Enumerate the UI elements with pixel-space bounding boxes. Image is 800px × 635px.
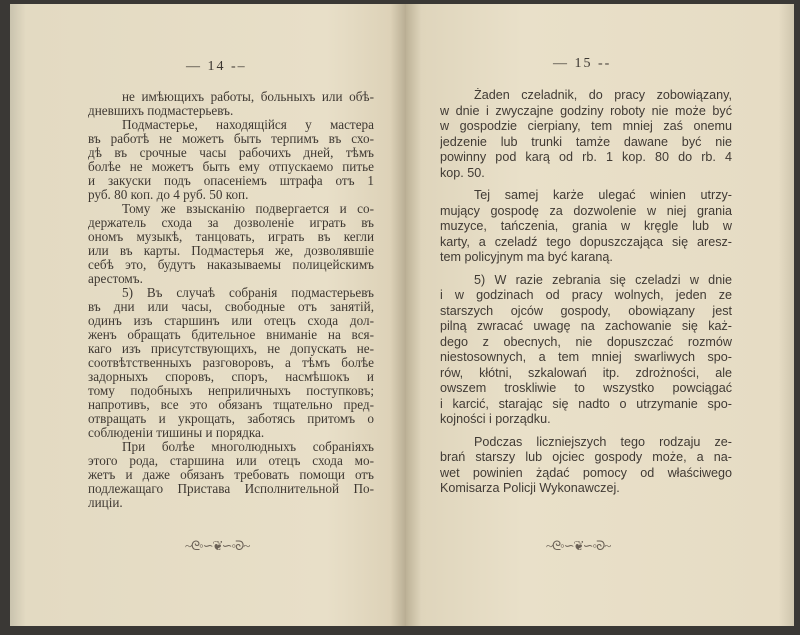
text-line: Żaden czeladnik, do pracy zobowiązany,	[474, 88, 732, 102]
text-line: pilną zwracać uwagę na zachowanie się każ-	[440, 319, 732, 333]
text-line: соблюденіи тишины и порядка.	[88, 426, 265, 440]
text-line: mujący gospodę za dozwolenie w niej grania	[440, 203, 732, 218]
text-line: Подмастерье, находящійся у мастера	[122, 118, 374, 132]
text-line: жетъ и даже обязанъ требовать помощи отъ	[88, 468, 374, 482]
text-line: дѣ въ срочные часы рабочихъ дней, тѣмъ	[88, 146, 374, 160]
text-line: въ дни или часы, свободные отъ занятій,	[88, 300, 374, 314]
text-line: руб. 80 коп. до 4 руб. 50 коп.	[88, 188, 249, 202]
text-line: подлежащаго Пристава Исполнительной По-	[88, 482, 374, 496]
paragraph	[88, 202, 374, 286]
flourish-ornament-icon: ~ᘓ◦∽❦∽◦ᘐ~	[185, 538, 250, 553]
text-line: напротивъ, все это обязанъ тщательно пред-	[88, 398, 374, 412]
text-line: w gospodzie cierpiany, tem mniej zaś onemu	[440, 119, 732, 133]
text-line: задорныхъ споровъ, споръ, насмѣшокъ и	[88, 370, 374, 384]
text-line: muzyce, tańczenia, grania w kręgle lub w	[440, 219, 732, 233]
text-line: При болѣе многолюдныхъ собраніяхъ	[122, 440, 374, 454]
text-line: арестомъ.	[88, 272, 143, 286]
text-line: starszych ojców gospody, obowiązany jest	[440, 303, 732, 318]
text-line: Podczas liczniejszych tego rodzaju ze-	[474, 434, 732, 449]
text-line: 5) Въ случаѣ собранія подмастерьевъ	[122, 286, 374, 300]
text-line: въ работѣ не можетъ быть терпимъ въ схо-	[88, 132, 374, 146]
text-line: и закуски подъ опасеніемъ штрафа отъ 1	[88, 174, 374, 188]
text-line: kojności i porządku.	[440, 412, 551, 426]
text-line: Tej samej karże ulegać winien utrzy-	[474, 188, 732, 202]
text-line: Komisarza Policji Wykonawczej.	[440, 481, 620, 495]
text-line: тому подобныхъ неприличныхъ поступковъ;	[88, 384, 374, 398]
right-page	[406, 4, 794, 626]
text-line: ономъ музыкѣ, танцовать, играть въ кегли	[88, 230, 374, 244]
text-line: или въ карты. Подмастерья же, дозволявшіе	[88, 244, 374, 258]
text-line: одинъ изъ старшинъ или отецъ схода дол-	[88, 314, 374, 328]
text-line: brań starszy lub ojciec gospody może, a na-	[440, 450, 732, 464]
text-line: 5) W razie zebrania się czeladzi w dnie	[474, 272, 732, 287]
text-line: лиціи.	[88, 496, 123, 510]
page-number: — 15 --	[553, 56, 612, 71]
text-line: i karcić, starając się nadto o utrzymanie spo-	[440, 396, 732, 411]
page-text	[88, 90, 374, 510]
text-line: i w godzinach od pracy wolnych, jeden ze	[440, 288, 732, 302]
text-line: niestosownych, a tem mniej swarliwych spo-	[440, 350, 732, 364]
text-line: не имѣющихъ работы, больныхъ или обѣ-	[122, 90, 374, 104]
text-line: wet powinien żądać pomocy od właściwego	[440, 465, 732, 480]
page-number: — 14 -–	[186, 59, 247, 74]
paragraph	[88, 118, 374, 202]
paragraph	[440, 435, 732, 497]
text-line: jedzenie lub trunki tamże dawane być nie	[440, 134, 732, 149]
text-line: powinny pod karą od rb. 1 kop. 80 do rb. 4	[440, 150, 732, 164]
text-line: owszem troskliwie to wszystko powciągać	[440, 381, 732, 395]
flourish-ornament-icon: ~ᘓ◦∽❦∽◦ᘐ~	[546, 538, 611, 553]
text-line: dego z obecnych, nie dopuszczać rozmów	[440, 334, 732, 349]
text-line: держатель схода за дозволеніе играть въ	[88, 216, 374, 230]
text-line: karty, a czeladź tego dopuszczająca się aresz-	[440, 234, 732, 249]
text-line: w dnie i zwyczajne godziny roboty nie może być	[440, 103, 732, 118]
paragraph	[440, 273, 732, 428]
paragraph	[440, 188, 732, 266]
text-line: rów, kłótni, szkalowań itp. zdrożności, ale	[440, 365, 732, 380]
text-line: этого рода, старшина или отецъ схода мо-	[88, 454, 374, 468]
text-line: себѣ это, будутъ наказываемы полицейскимъ	[88, 258, 374, 272]
left-page	[10, 4, 406, 626]
paragraph	[88, 90, 374, 118]
text-line: дневшихъ подмастерьевъ.	[88, 104, 234, 118]
paragraph	[88, 440, 374, 510]
paragraph	[88, 286, 374, 440]
text-line: tem policyjnym ma być karaną.	[440, 250, 613, 264]
text-line: отвращать и укрощать, заботясь притомъ о	[88, 412, 374, 426]
text-line: Тому же взысканію подвергается и со-	[122, 202, 374, 216]
paragraph	[440, 88, 732, 181]
text-line: болѣе не можетъ быть ему отпускаемо питье	[88, 160, 374, 174]
text-line: каго изъ присутствующихъ, не допускать не-	[88, 342, 374, 356]
text-line: kop. 50.	[440, 165, 485, 180]
text-line: женъ обращать бдительное вниманіе на вся-	[88, 328, 374, 342]
page-text	[440, 88, 732, 497]
text-line: соотвѣтственныхъ разговоровъ, а тѣмъ болѣе	[88, 356, 374, 370]
